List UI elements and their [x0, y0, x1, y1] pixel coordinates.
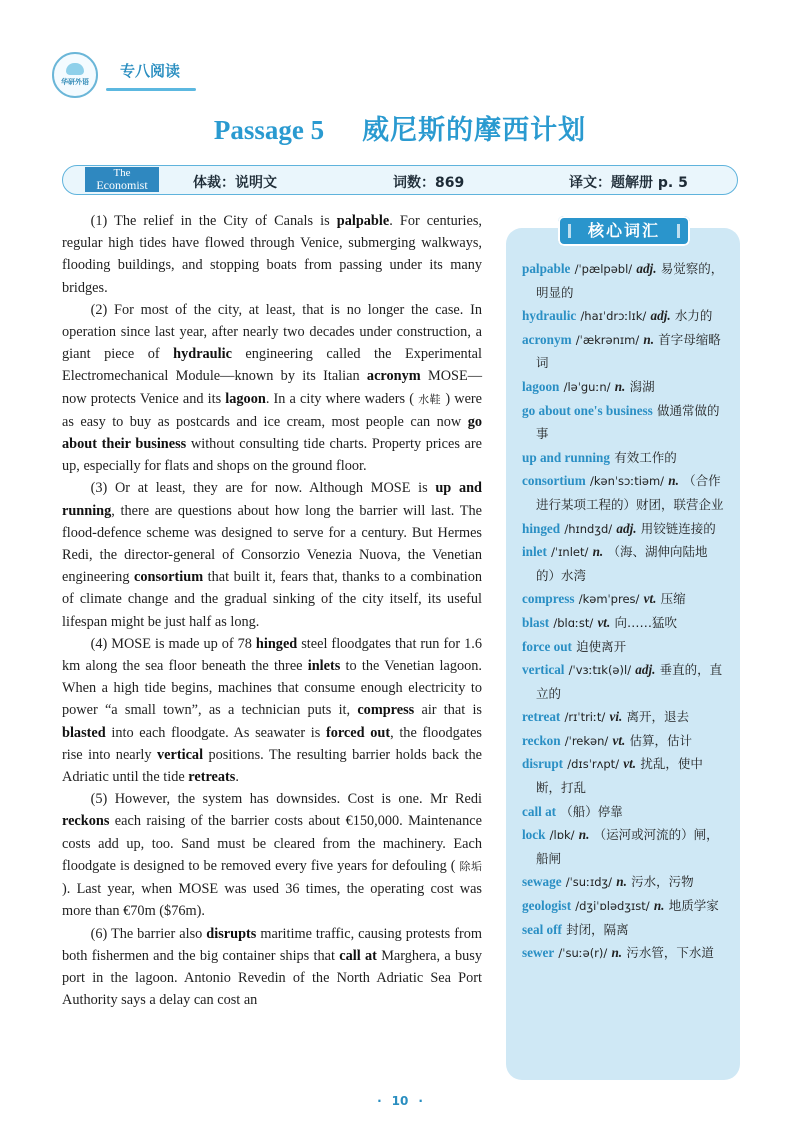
vocab-meaning: 易觉察的，明显的	[536, 261, 724, 300]
vocab-word: palpable	[522, 261, 571, 276]
vocab-entry	[522, 706, 726, 730]
text-run: (5) However, the system has downsides. Cost is one. Mr Redi	[90, 791, 482, 808]
vocab-word: sewage	[522, 874, 562, 890]
vocab-word: reckon	[522, 732, 561, 748]
key-term: palpable	[336, 213, 390, 229]
key-term: call at	[339, 947, 377, 964]
vocab-meaning: 用铰链连接的	[640, 520, 716, 536]
vocab-entry	[522, 636, 726, 660]
key-term: hydraulic	[173, 346, 232, 363]
vocab-word: vertical	[522, 662, 565, 678]
passage-title	[0, 108, 800, 147]
vocab-phonetic: /blɑːst/	[553, 615, 594, 630]
key-term: consortium	[134, 569, 204, 586]
vocab-word: retreat	[522, 709, 561, 725]
vocab-phonetic: /haɪˈdrɔːlɪk/	[580, 309, 647, 324]
text-run: , the floodgates rise into nearly	[62, 724, 482, 763]
key-term: retreats	[188, 769, 236, 786]
paragraph	[62, 633, 482, 788]
vocab-word: call at	[522, 803, 557, 819]
vocab-meaning: （海、湖伸向陆地的）水湾	[536, 544, 708, 583]
text-run: .	[235, 769, 239, 786]
vocab-part-of-speech: adj.	[636, 261, 657, 276]
core-vocabulary-panel	[506, 221, 740, 1080]
passage-number: Passage 5	[213, 115, 325, 145]
vocab-phonetic: /dʒiˈɒlədʒɪst/	[575, 899, 650, 914]
vocab-phonetic: /ˈvɜːtɪk(ə)l/	[568, 663, 632, 678]
vocab-entry	[522, 659, 726, 706]
vocab-entry	[522, 329, 726, 376]
vocab-part-of-speech: adj.	[650, 308, 671, 324]
vocab-meaning: 首字母缩略词	[536, 331, 721, 371]
vocab-meaning: 潟湖	[629, 378, 655, 394]
vocab-entry	[522, 447, 726, 471]
vocab-entry	[522, 801, 726, 825]
vocab-meaning: 离开，退去	[626, 709, 690, 725]
vocab-part-of-speech: n.	[611, 945, 623, 961]
vocab-entry	[522, 588, 726, 612]
text-run: (2) For most of the city, at least, that is no longer the case. In operation since last year, after nearly two decades under construction, a giant piece of	[62, 301, 482, 363]
passage-info-bar	[62, 165, 738, 195]
key-term: blasted	[62, 724, 106, 741]
key-term: reckons	[62, 813, 110, 830]
vocab-phonetic: /ˈrekən/	[564, 733, 609, 748]
vocab-meaning: 污水，污物	[631, 874, 694, 890]
logo-mascot-icon	[66, 63, 84, 75]
vocab-entry	[522, 258, 726, 305]
footer-dot-right: ·	[418, 1094, 423, 1108]
vocab-phonetic: /hɪndʒd/	[564, 521, 613, 536]
vocab-word: lagoon	[522, 378, 560, 394]
vocab-phonetic: /ləˈguːn/	[563, 379, 611, 394]
text-run: (4) MOSE is made up of 78	[90, 635, 256, 652]
text-run: (1) The relief in the City of Canals is	[90, 213, 337, 229]
text-run: Marghera, a busy port in the lagoon. Antonio Revedin of the North Adriatic Sea Port Authority says a delay can cost an	[62, 947, 482, 1009]
vocab-entry	[522, 730, 726, 754]
vocab-word: lock	[522, 827, 546, 843]
vocab-phonetic: /kəmˈpres/	[578, 592, 640, 607]
chinese-gloss: 除垢	[459, 859, 482, 873]
key-term: vertical	[157, 746, 204, 763]
genre-label: 体裁：说明文	[193, 175, 277, 191]
vocab-meaning: （运河或河流的）闸，船闸	[536, 827, 719, 866]
passage-title-cn: 威尼斯的摩西计划	[362, 115, 587, 146]
key-term: acronym	[366, 368, 421, 385]
text-run: without consulting tide charts. Property prices are up, especially for flats and shops on the ground floor.	[62, 436, 483, 475]
key-term: inlets	[307, 658, 341, 675]
paragraph	[62, 788, 482, 922]
translation-ref-label: 译文：题解册 p. 5	[569, 175, 688, 191]
vocab-phonetic: /ˈɪnlet/	[551, 545, 589, 560]
vocab-phonetic: /kənˈsɔːtiəm/	[589, 474, 665, 489]
vocab-entry	[522, 824, 726, 871]
vocab-word: seal off	[522, 921, 562, 937]
vocabulary-title: 核心词汇	[558, 216, 690, 246]
vocab-word: acronym	[522, 331, 572, 347]
chinese-gloss: 水鞋	[418, 392, 442, 406]
word-count-label: 词数：869	[393, 175, 465, 191]
paragraph	[62, 299, 482, 478]
text-run: , there are questions about how long the barrier will last. The flood-defence scheme was designed to serve for a century. But Hermes Redi, the director-general of Consorzio Venezia Nuova, the Venetian engineering	[62, 502, 482, 586]
vocab-meaning: 扰乱，使中断，打乱	[536, 756, 703, 796]
vocab-entry	[522, 400, 726, 447]
text-run: to the Venetian lagoon. When a high tide begins, machines that consume enough electricity to power “a small town”, as a technician puts it,	[62, 658, 482, 719]
passage-body	[62, 210, 482, 1011]
paragraph	[62, 923, 482, 1012]
vocab-phonetic: /ˈækrənɪm/	[575, 332, 640, 347]
vocab-meaning: 向……猛吹	[614, 614, 677, 630]
vocab-word: sewer	[522, 945, 555, 961]
vocab-entry	[522, 942, 726, 966]
vocab-phonetic: /ˈsuːɪdʒ/	[565, 875, 613, 890]
footer-dot-left: ·	[377, 1094, 382, 1108]
vocab-word: blast	[522, 614, 550, 630]
header-divider	[106, 88, 196, 91]
vocab-entry	[522, 305, 726, 329]
vocab-phonetic: /ˈpælpəbl/	[574, 262, 633, 276]
text-run: positions. The resulting barrier holds back the Adriatic until the tide	[62, 746, 483, 786]
vocab-entry	[522, 470, 726, 517]
vocab-phonetic: /dɪsˈrʌpt/	[567, 757, 620, 772]
vocab-word: geologist	[522, 898, 572, 914]
source-line-1: The	[113, 167, 131, 179]
vocab-part-of-speech: vt.	[597, 614, 611, 630]
vocab-meaning: 估算，估计	[629, 732, 693, 748]
vocab-entry	[522, 376, 726, 400]
page-number: 10	[391, 1094, 409, 1108]
text-run: each raising of the barrier costs about €150,000. Maintenance costs add up, too. Sand must be cleared from the machinery. Each floodgate is designed to be removed every five years for defouling (	[62, 813, 482, 874]
text-run: ) were as easy to buy as postcards and ice cream, most people can now	[62, 390, 483, 430]
vocab-entry	[522, 612, 726, 636]
vocab-part-of-speech: adj.	[635, 662, 656, 678]
vocab-word: go about one's business	[522, 402, 653, 418]
vocab-meaning: 垂直的，直立的	[536, 662, 723, 701]
vocab-word: consortium	[522, 473, 586, 489]
vocab-meaning: 压缩	[660, 591, 686, 607]
vocab-part-of-speech: n.	[653, 898, 665, 914]
vocab-word: hinged	[522, 520, 561, 536]
vocab-meaning: （合作进行某项工程的）财团，联营企业	[536, 473, 724, 512]
vocab-word: hydraulic	[522, 308, 577, 324]
vocab-part-of-speech: n.	[578, 827, 590, 843]
text-run: maritime traffic, causing protests from both fishermen and the big container ships that	[62, 925, 483, 964]
vocab-phonetic: /lɒk/	[549, 828, 575, 843]
vocab-entry	[522, 518, 726, 542]
vocab-entry	[522, 541, 726, 588]
vocab-word: up and running	[522, 449, 610, 465]
vocab-phonetic: /rɪˈtriːt/	[564, 710, 606, 725]
vocab-part-of-speech: vi.	[609, 709, 623, 725]
text-run: MOSE—now protects Venice and its	[62, 368, 482, 407]
section-label: 专八阅读	[120, 62, 181, 80]
text-run: . For centuries, regular high tides have flowed through Venice, submerging walkways, flooding buildings, and stopping boats from passing under its many bridges.	[62, 213, 482, 296]
vocab-meaning: 污水管，下水道	[626, 945, 714, 961]
vocab-word: inlet	[522, 544, 547, 560]
vocab-part-of-speech: n.	[643, 331, 655, 347]
vocab-part-of-speech: n.	[614, 378, 626, 394]
key-term: forced out	[325, 724, 391, 741]
vocabulary-list	[522, 258, 726, 966]
key-term: hinged	[255, 635, 298, 652]
vocab-entry	[522, 753, 726, 800]
vocab-entry	[522, 871, 726, 895]
key-term: lagoon	[225, 390, 266, 407]
vocab-meaning: 有效工作的	[614, 449, 677, 465]
vocab-word: disrupt	[522, 756, 564, 772]
text-run: (6) The barrier also	[90, 925, 207, 942]
vocab-meaning: 封闭，隔离	[566, 921, 629, 937]
vocab-meaning: 水力的	[674, 308, 713, 324]
paragraph	[62, 210, 482, 299]
vocab-part-of-speech: n.	[592, 544, 604, 560]
vocab-part-of-speech: vt.	[612, 732, 626, 748]
text-run: that built it, fears that, thanks to a combination of climate change and the gradual sinking of the city itself, its useful lifespan might be just half as long.	[62, 569, 482, 630]
vocab-entry	[522, 919, 726, 943]
source-badge	[85, 167, 159, 192]
vocab-word: force out	[522, 638, 572, 654]
text-run: air that is	[414, 702, 482, 719]
vocab-part-of-speech: vt.	[643, 591, 657, 607]
source-line-2: Economist	[96, 178, 148, 192]
vocab-phonetic: /ˈsuːə(r)/	[558, 946, 608, 961]
text-run: into each floodgate. As seawater is	[105, 724, 326, 741]
key-term: go about their business	[62, 413, 482, 453]
vocab-meaning: 迫使离开	[576, 638, 627, 654]
paragraph	[62, 477, 482, 632]
text-run: steel floodgates that run for 1.6 km along the sea floor beneath the three	[62, 635, 482, 675]
vocab-meaning: （船）停靠	[560, 803, 623, 819]
key-term: disrupts	[206, 925, 257, 942]
text-run: ). Last year, when MOSE was used 36 times, the operating cost was more than €70m ($76m).	[62, 881, 482, 920]
vocab-part-of-speech: n.	[668, 473, 679, 489]
vocab-part-of-speech: adj.	[616, 520, 637, 536]
key-term: compress	[357, 702, 415, 719]
vocab-word: compress	[522, 591, 575, 607]
text-run: . In a city where waders (	[265, 390, 419, 407]
text-run: engineering called the Experimental Electromechanical Module—known by its Italian	[62, 346, 482, 385]
key-term: up and running	[62, 480, 482, 519]
publisher-logo	[52, 52, 98, 98]
text-run: (3) Or at least, they are for now. Although MOSE is	[90, 480, 436, 497]
vocab-part-of-speech: n.	[616, 874, 627, 890]
vocab-part-of-speech: vt.	[623, 756, 637, 772]
vocab-meaning: 地质学家	[668, 898, 719, 914]
logo-text: 华研外语	[61, 78, 89, 86]
page-footer	[0, 1094, 800, 1108]
vocab-meaning: 做通常做的事	[536, 402, 720, 442]
vocab-entry	[522, 895, 726, 919]
